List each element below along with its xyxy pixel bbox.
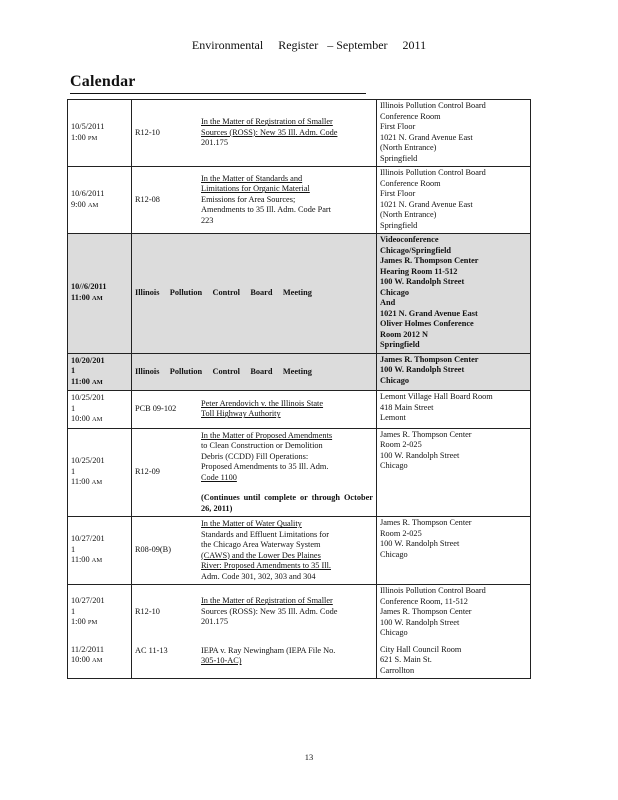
event-date-line: 1 [71,606,76,616]
location-line: City Hall Council Room [380,644,462,654]
description-line: Sources (ROSS): New 35 Ill. Adm. Code [201,127,338,137]
docket-cell [132,167,199,234]
event-date-line: 1 [71,466,76,476]
table-row [68,585,531,679]
event-ampm: AM [91,416,103,423]
title-underline [70,93,366,94]
description-cell [198,391,377,429]
event-title-cell [132,234,377,354]
event-date-line: 9:00 AM [71,199,99,209]
event-date-cell [68,517,132,585]
event-date-line: 11:00 AM [71,376,103,386]
event-ampm: PM [87,619,98,627]
location-line: 100 W. Randolph Street [380,539,460,548]
event-ampm: AM [87,201,99,209]
continues-note: (Continues until complete or through October 26, 2011) [201,493,373,513]
description-line: 305-10-AC) [201,656,242,666]
event-date-line: 11/2/2011 [71,644,105,654]
location-line: First Floor [380,122,416,131]
table-row [68,234,531,354]
event-ampm: AM [91,557,103,565]
docket-number: R12-10 [135,127,160,137]
description-cell [198,428,377,517]
docket-number: R12-09 [135,467,160,476]
event-date-line: 10/20/201 [71,355,105,365]
location-line: Springfield [380,220,418,230]
event-date-cell [68,167,132,234]
location-cell [377,353,531,391]
description-line: Sources (ROSS): New 35 Ill. Adm. Code [201,606,338,616]
location-line: 621 S. Main St. [380,655,432,664]
description-line: In the Matter of Water Quality [201,519,302,528]
location-line: 1021 N. Grand Avenue East [380,308,478,318]
location-cell [377,391,531,429]
location-line: Room 2012 N [380,329,428,339]
section-title: Calendar [70,73,136,90]
location-line: Conference Room [380,111,441,121]
location-cell [377,585,531,679]
description-line: (CAWS) and the Lower Des Plaines [201,550,321,560]
location-line: (North Entrance) [380,210,437,219]
spacer [135,618,195,646]
event-date-cell [68,100,132,167]
description-line: IEPA v. Ray Newingham (IEPA File No. [201,645,336,655]
description-line: 223 [201,215,214,225]
location-line: Springfield [380,153,418,163]
event-date-line: 10:00 AM [71,655,103,665]
docket-number: PCB 09-102 [135,404,177,413]
table-row [68,100,531,167]
location-line: 100 W. Randolph Street [380,617,460,627]
docket-number: R08-09(B) [135,545,171,555]
event-ampm: AM [91,479,103,486]
location-line: Chicago [380,287,410,297]
location-cell [377,428,531,517]
event-date-line: 10/27/201 [71,596,105,606]
description-line: Adm. Code 301, 302, 303 and 304 [201,571,316,581]
location-line: Lemont [380,413,406,422]
location-line: Hearing Room 11-512 [380,266,458,276]
location-line: First Floor [380,189,416,198]
docket-cell [132,100,199,167]
docket-cell [132,517,199,585]
docket-number: AC 11-13 [135,645,168,655]
description-line: Limitations for Organic Material [201,184,310,194]
location-line: Illinois Pollution Control Board [380,586,486,595]
description-cell [198,585,377,679]
location-line: 1021 N. Grand Avenue East [380,132,473,142]
event-date-cell [68,391,132,429]
location-line: James R. Thompson Center [380,607,472,616]
event-date-line: 1:00 PM [71,132,98,142]
description-line: Amendments to 35 Ill. Adm. Code Part [201,205,331,215]
description-line: to Clean Construction or Demolition [201,441,323,450]
docket-cell [132,391,199,429]
location-line: Illinois Pollution Control Board [380,101,486,110]
calendar-table [67,99,531,679]
event-date-cell [68,234,132,354]
location-line: Springfield [380,340,420,349]
description-line: Standards and Effluent Limitations for [201,529,329,539]
location-line: 100 W. Randolph Street [380,450,460,460]
description-cell [198,167,377,234]
location-line: Carrollton [380,665,415,675]
location-line: And [380,298,396,307]
table-row [68,517,531,585]
event-date-cell [68,428,132,517]
table-row [68,391,531,429]
description-line: Toll Highway Authority [201,409,281,419]
location-line: Oliver Holmes Conference [380,319,474,328]
event-title: Illinois Pollution Control Board Meeting [135,288,312,297]
location-line: Chicago [380,549,408,559]
event-title: Illinois Pollution Control Board Meeting [135,366,312,376]
location-line: Lemont Village Hall Board Room [380,392,493,401]
description-line: In the Matter of Registration of Smaller [201,117,333,127]
description-line: In the Matter of Standards and [201,173,303,183]
location-line: 100 W. Randolph Street [380,277,465,286]
docket-cell [132,428,199,517]
location-line: Chicago/Springfield [380,245,451,255]
page-header: Environmental Register – September 2011 [191,38,427,52]
location-line: Conference Room [380,178,441,188]
location-line: James R. Thompson Center [380,518,472,527]
spacer [201,628,373,646]
event-date-line: 10/6/2011 [71,189,105,198]
event-date-line: 10/27/201 [71,534,105,544]
location-line: (North Entrance) [380,143,437,152]
event-date-line: 10/25/201 [71,456,105,465]
event-date-cell [68,353,132,391]
event-date-line: 10//6/2011 [71,282,107,292]
event-title-cell [132,353,377,391]
location-line: 100 W. Randolph Street [380,365,465,374]
description-cell [198,100,377,167]
location-line: Chicago [380,628,408,637]
location-line: 418 Main Street [380,402,434,412]
spacer [71,629,128,645]
event-ampm: AM [91,294,103,302]
event-date-line: 1 [71,403,76,413]
event-date-line: 11:00 AM [71,555,103,565]
description-line: River: Proposed Amendments to 35 Ill. [201,561,331,570]
location-line: 1021 N. Grand Avenue East [380,199,473,209]
location-line: Videoconference [380,235,439,244]
location-cell [377,517,531,585]
description-line: the Chicago Area Waterway System [201,540,321,549]
event-ampm: AM [91,657,103,665]
location-line: Conference Room, 11-512 [380,596,468,606]
description-line: 201.175 [201,138,228,148]
docket-number: R12-08 [135,194,160,204]
event-date-line: 1 [71,366,76,375]
table-row [68,167,531,234]
table-row [68,428,531,517]
location-cell [377,100,531,167]
event-date-line: 10:00 AM [71,414,103,423]
table-row [68,353,531,391]
location-line: Room 2-025 [380,440,422,449]
description-line: Debris (CCDD) Fill Operations: [201,451,309,461]
description-line: 201.175 [201,617,228,627]
event-date-line: 11:00 AM [71,477,103,486]
docket-number: R12-10 [135,607,160,616]
description-line: In the Matter of Proposed Amendments [201,430,333,440]
location-cell [377,167,531,234]
event-date-line: 1:00 PM [71,617,98,627]
description-line: Peter Arendovich v. the Illinois State [201,398,324,408]
event-date-line: 11:00 AM [71,292,103,302]
docket-cell [132,585,199,679]
event-date-line: 10/25/201 [71,393,105,402]
location-line: James R. Thompson Center [380,429,472,439]
description-line: In the Matter of Registration of Smaller [201,596,333,606]
event-date-line: 1 [71,544,76,554]
location-cell [377,234,531,354]
location-line: Chicago [380,375,410,385]
description-cell [198,517,377,585]
event-date-line: 10/5/2011 [71,122,105,131]
event-date-cell [68,585,132,679]
location-line: Illinois Pollution Control Board [380,168,486,177]
page-number: 13 [304,752,314,762]
location-line: Room 2-025 [380,528,422,538]
event-ampm: PM [87,134,98,142]
location-line: Chicago [380,461,408,470]
location-line: James R. Thompson Center [380,354,479,364]
description-line: Proposed Amendments to 35 Ill. Adm. [201,462,329,471]
event-ampm: AM [91,378,103,386]
location-line: James R. Thompson Center [380,256,479,265]
description-line: Code 1100 [201,472,237,482]
description-line: Emissions for Area Sources; [201,194,296,204]
